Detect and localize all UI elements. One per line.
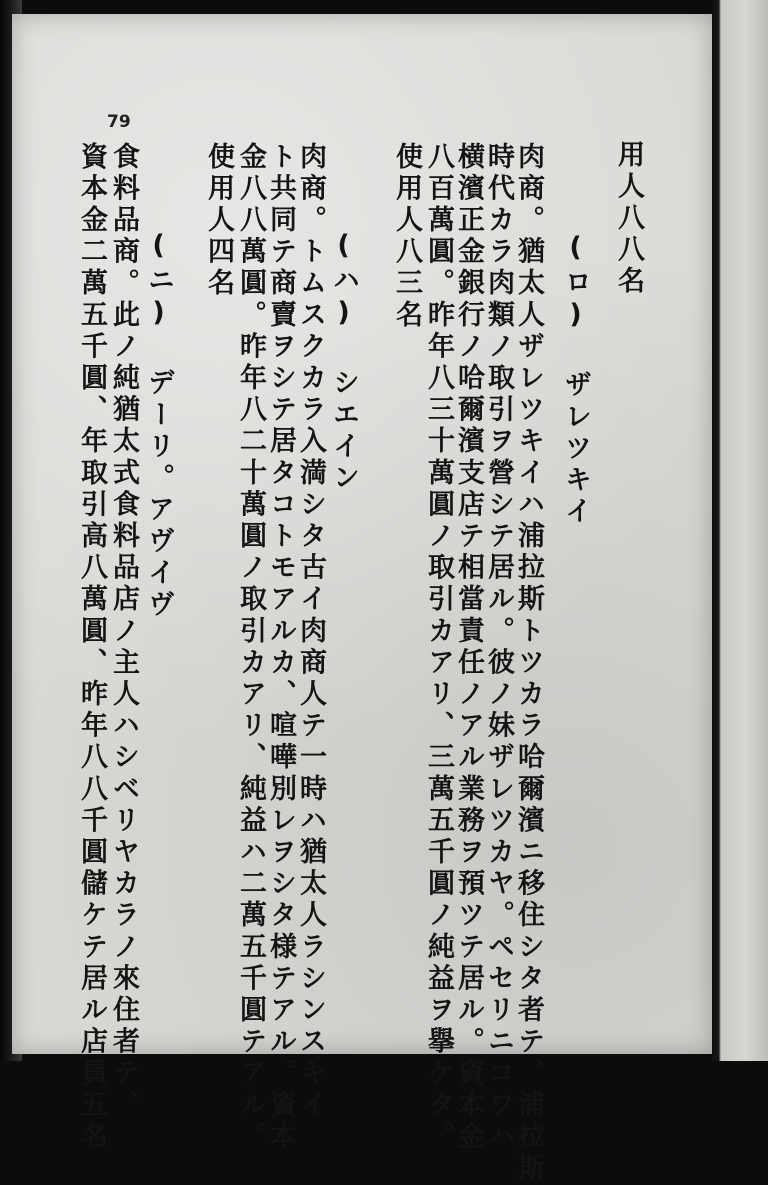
text-column-2: 肉商。猶太人ザレツキイハ浦拉斯トツカラ哈爾濱ニ移住シタ者テ、浦拉斯 <box>513 142 544 1185</box>
section-heading-ha: (ハ) シエイン <box>328 230 359 495</box>
section-heading-ro: (ロ) ザレツキイ <box>560 232 591 529</box>
text-column-4: 横濱正金銀行ノ哈爾濱支店テ相當責任ノアル業務ヲ預ツテ居ル。資本金 <box>453 142 484 1154</box>
text-column-3: 時代カラ肉類ノ取引ヲ營シテ居ル。彼ノ妹ザレツカヤ。ペセリニコワハ <box>483 142 514 1154</box>
text-column-10: 使用人四名 <box>203 142 234 300</box>
text-column-7: 肉商。トムスクカラ入満シタ古イ肉商人テ一時ハ猶太人ラシンスキイ <box>295 142 326 1122</box>
text-column-8: ト共同テ商賣ヲシテ居タコトモアルカ、喧嘩別レヲシタ様テアル。資本 <box>265 142 296 1154</box>
page-edge <box>712 0 768 1061</box>
section-heading-ni: (ニ) デーリ。アヴイヴ <box>143 230 174 622</box>
text-column-11: 食料品商。此ノ純猶太式食料品店ノ主人ハシベリヤカラノ來住者テ、 <box>108 142 139 1122</box>
text-column-1: 用人八八名 <box>613 140 644 298</box>
text-column-6: 使用人八三名 <box>391 142 422 332</box>
text-column-12: 資本金二萬五千圓、年取引高八萬圓、昨年八八千圓儲ケテ居ル店員五名 <box>76 142 107 1154</box>
text-column-5: 八百萬圓。昨年八三十萬圓ノ取引カアリ、三萬五千圓ノ純益ヲ擧ケタ。 <box>423 142 454 1154</box>
text-column-9: 金八八萬圓。昨年八二十萬圓ノ取引カアリ、純益ハ二萬五千圓テアル。 <box>235 142 266 1154</box>
page-number: 79 <box>107 112 131 132</box>
